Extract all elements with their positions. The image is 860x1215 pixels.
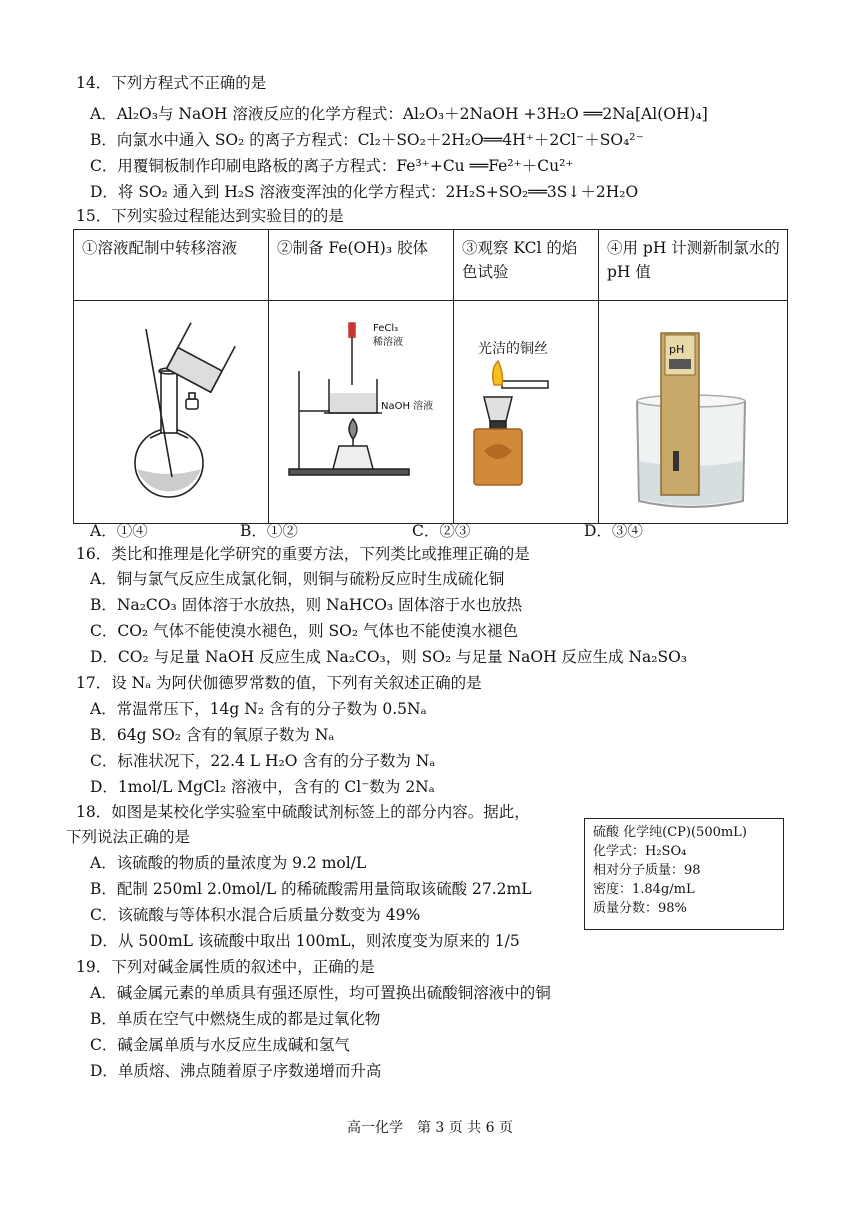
q18-option-d: D．从 500mL 该硫酸中取出 100mL，则浓度变为原来的 1/5 [90, 932, 520, 950]
q19-option-a: A．碱金属元素的单质具有强还原性，均可置换出硫酸铜溶液中的铜 [90, 984, 551, 1002]
q19-option-c: C．碱金属单质与水反应生成碱和氢气 [90, 1036, 350, 1054]
volumetric-flask-figure [74, 301, 268, 519]
exp-figure-4 [599, 301, 788, 524]
q15-answer-c: C．②③ [412, 522, 471, 540]
page-footer: 高一化学 第 3 页 共 6 页 [346, 1120, 514, 1136]
q17-option-a: A．常温常压下，14g N₂ 含有的分子数为 0.5Nₐ [90, 700, 427, 718]
q18-stem-line2: 下列说法正确的是 [66, 828, 191, 846]
q14-option-a: A．Al₂O₃与 NaOH 溶液反应的化学方程式：Al₂O₃＋2NaOH +3H₂O ══2Na[Al(OH)₄] [90, 105, 708, 123]
q15-stem: 15．下列实验过程能达到实验目的的是 [76, 207, 344, 225]
experiment-table [73, 229, 788, 524]
exp-header-3: ③观察 KCl 的焰色试验 [454, 230, 599, 301]
exp-figure-3 [454, 301, 599, 524]
q18-option-a: A．该硫酸的物质的量浓度为 9.2 mol/L [90, 854, 367, 872]
exp-header-2: ②制备 Fe(OH)₃ 胶体 [269, 230, 454, 301]
q15-answer-a: A．①④ [90, 522, 148, 540]
q16-option-b: B．Na₂CO₃ 固体溶于水放热，则 NaHCO₃ 固体溶于水也放热 [90, 596, 523, 614]
q17-option-d: D．1mol/L MgCl₂ 溶液中，含有的 Cl⁻数为 2Nₐ [90, 778, 435, 796]
q19-option-b: B．单质在空气中燃烧生成的都是过氧化物 [90, 1010, 381, 1028]
q19-option-d: D．单质熔、沸点随着原子序数递增而升高 [90, 1062, 382, 1080]
q14-option-c: C．用覆铜板制作印刷电路板的离子方程式：Fe³⁺+Cu ══Fe²⁺＋Cu²⁺ [90, 157, 574, 175]
q16-stem: 16．类比和推理是化学研究的重要方法，下列类比或推理正确的是 [76, 545, 530, 563]
sulfuric-acid-label [584, 818, 784, 930]
q15-answer-d: D．③④ [584, 522, 643, 540]
label-line-5: 质量分数：98% [593, 901, 687, 916]
q17-stem: 17．设 Nₐ 为阿伏伽德罗常数的值，下列有关叙述正确的是 [76, 674, 482, 692]
fig4-label-ph: pH [669, 343, 685, 356]
q18-stem-line1: 18．如图是某校化学实验室中硫酸试剂标签上的部分内容。据此， [76, 803, 530, 821]
q16-option-d: D．CO₂ 与足量 NaOH 反应生成 Na₂CO₃，则 SO₂ 与足量 NaOH 反应生成 Na₂SO₃ [90, 648, 688, 666]
label-line-2: 化学式：H₂SO₄ [593, 844, 687, 859]
ph-meter-figure [599, 301, 787, 519]
q15-answer-b: B．①② [240, 522, 298, 540]
q16-option-c: C．CO₂ 气体不能使溴水褪色，则 SO₂ 气体也不能使溴水褪色 [90, 622, 518, 640]
label-line-3: 相对分子质量：98 [593, 863, 701, 878]
fig3-label-copper-wire: 光洁的铜丝 [478, 341, 548, 357]
q19-stem: 19．下列对碱金属性质的叙述中，正确的是 [76, 958, 375, 976]
q17-option-b: B．64g SO₂ 含有的氧原子数为 Nₐ [90, 726, 335, 744]
q18-option-b: B．配制 250ml 2.0mol/L 的稀硫酸需用量筒取该硫酸 27.2mL [90, 880, 532, 898]
q17-option-c: C．标准状况下，22.4 L H₂O 含有的分子数为 Nₐ [90, 752, 436, 770]
q18-option-c: C．该硫酸与等体积水混合后质量分数变为 49% [90, 906, 421, 924]
exp-figure-1 [74, 301, 269, 524]
flame-test-figure [454, 301, 598, 519]
label-line-4: 密度：1.84g/mL [593, 882, 695, 897]
q14-option-d: D．将 SO₂ 通入到 H₂S 溶液变浑浊的化学方程式：2H₂S+SO₂══3S↓＋2H₂O [90, 183, 639, 201]
fig2-label-naoh: NaOH 溶液 [381, 401, 434, 412]
q14-option-b: B．向氯水中通入 SO₂ 的离子方程式：Cl₂＋SO₂＋2H₂O══4H⁺＋2Cl⁻＋SO₄²⁻ [90, 131, 644, 149]
q16-option-a: A．铜与氯气反应生成氯化铜，则铜与硫粉反应时生成硫化铜 [90, 570, 505, 588]
fig2-label-fecl3: FeCl₃ [373, 323, 399, 334]
fig2-label-dilute: 稀溶液 [373, 337, 403, 348]
label-line-1: 硫酸 化学纯(CP)(500mL) [593, 825, 747, 840]
q14-stem: 14．下列方程式不正确的是 [76, 74, 267, 92]
exp-header-4: ④用 pH 计测新制氯水的 pH 值 [599, 230, 788, 301]
colloid-setup-figure [269, 301, 441, 519]
exp-header-1: ①溶液配制中转移溶液 [74, 230, 269, 301]
exp-figure-2 [269, 301, 454, 524]
